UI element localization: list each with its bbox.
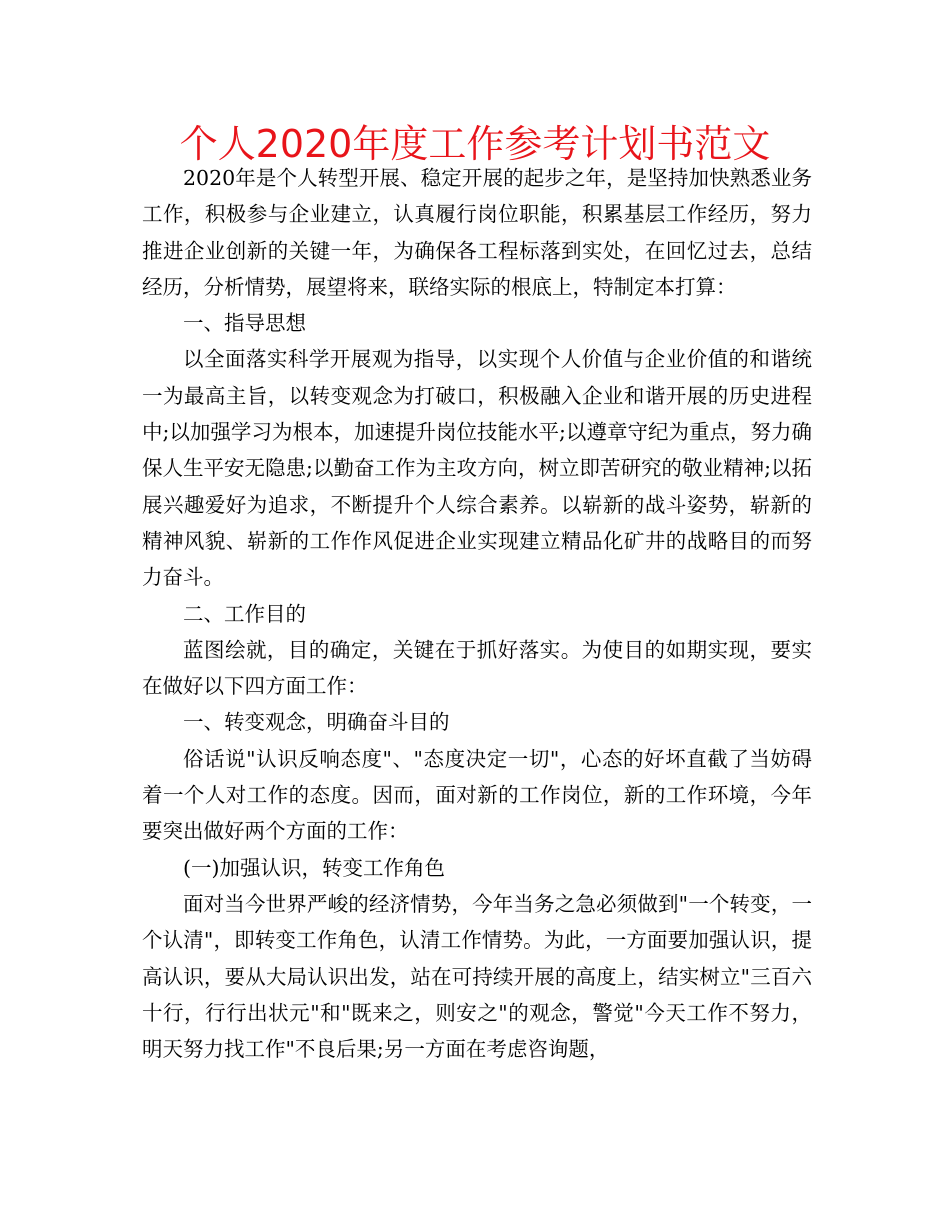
paragraph-attitude: 俗话说"认识反响态度"、"态度决定一切"，心态的好坏直截了当妨碍着一个人对工作的态度。因而，面对新的工作岗位，新的工作环境，今年要突出做好两个方面的工作： — [142, 746, 812, 844]
document-title: 个人2020年度工作参考计划书范文 — [179, 122, 771, 166]
paragraph-guiding-ideology: 以全面落实科学开展观为指导，以实现个人价值与企业价值的和谐统一为最高主旨，以转变观念为打破口，积极融入企业和谐开展的历史进程中;以加强学习为根本，加速提升岗位技能水平;以遵章守纪为重点，努力确保人生平安无隐患;以勤奋工作为主攻方向，树立即苦研究的敬业精神;以拓展兴趣爱好为追求，不断提升个人综合素养。以崭新的战斗姿势，崭新的精神风貌、崭新的工作作风促进企业实现建立精品化矿井的战略目的而努力奋斗。 — [142, 347, 812, 590]
document-body — [142, 160, 812, 1067]
paragraph-intro: 2020年是个人转型开展、稳定开展的起步之年，是坚持加快熟悉业务工作，积极参与企业建立，认真履行岗位职能，积累基层工作经历，努力推进企业创新的关键一年，为确保各工程标落到实处，在回忆过去，总结经历，分析情势，展望将来，联络实际的根底上，特制定本打算： — [142, 166, 812, 299]
paragraph-work-goals: 蓝图绘就，目的确定，关键在于抓好落实。为使目的如期实现，要实在做好以下四方面工作： — [142, 637, 812, 699]
heading-change-concepts: 一、转变观念，明确奋斗目的 — [183, 710, 450, 735]
paragraph-economic-situation: 面对当今世界严峻的经济情势，今年当务之急必须做到"一个转变，一个认清"，即转变工作角色，认清工作情势。为此，一方面要加强认识，提高认识，要从大局认识出发，站在可持续开展的高度上，结实树立"三百六十行，行行出状元"和"既来之，则安之"的观念，警觉"今天工作不努力，明天努力找工作"不良后果;另一方面在考虑咨询题， — [142, 891, 812, 1062]
subheading-strengthen-awareness: (一)加强认识，转变工作角色 — [183, 855, 445, 880]
heading-work-goals: 二、工作目的 — [183, 601, 306, 626]
heading-guiding-ideology: 一、指导思想 — [183, 311, 306, 336]
